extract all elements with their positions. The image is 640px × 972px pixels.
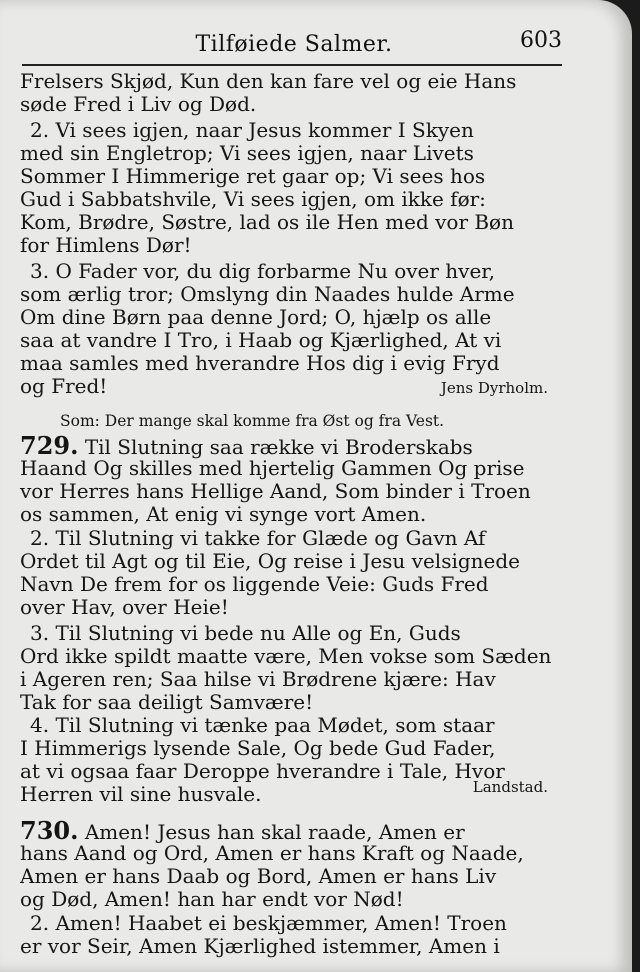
text-line: Om dine Børn paa denne Jord; O, hjælp os alle xyxy=(20,306,492,329)
hymn-author: Jens Dyrholm. xyxy=(440,379,548,397)
text-line: Ordet til Agt og til Eie, Og reise i Jesu velsignede xyxy=(20,550,521,573)
hymn-first-line xyxy=(20,434,572,459)
hymn-number: 730. xyxy=(20,819,79,844)
text-line: Herren vil sine husvale. xyxy=(20,783,262,806)
text-line: Navn De frem for os liggende Veie: Guds Fred xyxy=(20,573,489,596)
text-line: for Himlens Dør! xyxy=(20,234,192,257)
text-line: i Ageren ren; Saa hilse vi Brødrene kjære: Hav xyxy=(20,668,496,691)
text-line: Kom, Brødre, Søstre, lad os ile Hen med vor Bøn xyxy=(20,211,514,234)
text-line: 2. Vi sees igjen, naar Jesus kommer I Skyen xyxy=(30,119,474,142)
text-line: og Fred! xyxy=(20,375,108,398)
text-line: med sin Engletrop; Vi sees igjen, naar Livets xyxy=(20,142,474,165)
tune-note: Som: Der mange skal komme fra Øst og fra Vest. xyxy=(60,412,445,430)
text-line: som ærlig tror; Omslyng din Naades hulde Arme xyxy=(20,283,515,306)
text-line: over Hav, over Heie! xyxy=(20,596,229,619)
text-line: Tak for saa deiligt Samvære! xyxy=(20,691,314,714)
text-line: maa samles med hverandre Hos dig i evig Fryd xyxy=(20,352,500,375)
text-line: 2. Til Slutning vi takke for Glæde og Gavn Af xyxy=(30,527,486,550)
text-line: 3. Til Slutning vi bede nu Alle og En, Guds xyxy=(30,622,461,645)
text-line: saa at vandre I Tro, i Haab og Kjærlighed, At vi xyxy=(20,329,502,352)
text-line: 3. O Fader vor, du dig forbarme Nu over hver, xyxy=(30,260,496,283)
text-line: Amen! Jesus han skal raade, Amen er xyxy=(84,820,465,844)
text-line: 4. Til Slutning vi tænke paa Mødet, som staar xyxy=(30,714,495,737)
hymn-author: Landstad. xyxy=(472,778,548,796)
text-line: hans Aand og Ord, Amen er hans Kraft og Naade, xyxy=(20,842,524,865)
text-line: er vor Seir, Amen Kjærlighed istemmer, Amen i xyxy=(20,935,500,958)
page-number: 603 xyxy=(520,28,562,53)
text-line: Amen er hans Daab og Bord, Amen er hans Liv xyxy=(20,865,497,888)
text-line: I Himmerigs lysende Sale, Og bede Gud Fader, xyxy=(20,737,496,760)
text-line: Frelsers Skjød, Kun den kan fare vel og eie Hans xyxy=(20,70,517,93)
text-line: Ord ikke spildt maatte være, Men vokse som Sæden xyxy=(20,645,552,668)
text-line: vor Herres hans Hellige Aand, Som binder i Troen xyxy=(20,480,531,503)
text-line: og Død, Amen! han har endt vor Nød! xyxy=(20,888,404,911)
text-line: Gud i Sabbatshvile, Vi sees igjen, om ikke før: xyxy=(20,188,486,211)
text-line: at vi ogsaa faar Deroppe hverandre i Tale, Hvor xyxy=(20,760,505,783)
text-line: os sammen, At enig vi synge vort Amen. xyxy=(20,503,427,526)
text-line: søde Fred i Liv og Død. xyxy=(20,93,257,116)
hymn-number: 729. xyxy=(20,434,79,459)
page-header xyxy=(18,28,570,62)
hymn-first-line xyxy=(20,819,572,844)
text-line: Sommer I Himmerige ret gaar op; Vi sees hos xyxy=(20,165,486,188)
text-line: 2. Amen! Haabet ei beskjæmmer, Amen! Troen xyxy=(30,912,507,935)
header-rule xyxy=(22,64,562,66)
text-line: Til Slutning saa række vi Broderskabs xyxy=(84,435,473,459)
section-title: Tilføiede Salmer. xyxy=(195,32,393,57)
text-line: Haand Og skilles med hjertelig Gammen Og prise xyxy=(20,457,525,480)
